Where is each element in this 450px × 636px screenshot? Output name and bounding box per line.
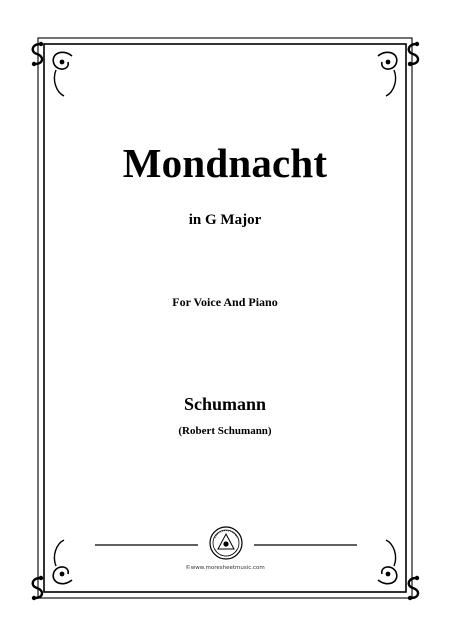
key-subtitle: in G Major bbox=[188, 212, 262, 228]
composer-full-name: (Robert Schumann) bbox=[178, 425, 272, 437]
frame-curl-bottom-left bbox=[53, 540, 72, 584]
piece-title: Mondnacht bbox=[122, 140, 328, 186]
corner-swirl-icon bbox=[408, 576, 419, 600]
instrumentation: For Voice And Piano bbox=[172, 295, 278, 309]
composer-name: Schumann bbox=[183, 394, 267, 414]
frame-curl-bottom-right bbox=[378, 540, 397, 584]
publisher-seal-icon bbox=[210, 527, 242, 559]
publisher-website: ©www.moresheetmusic.com bbox=[185, 565, 265, 571]
corner-swirl-icon bbox=[408, 42, 419, 66]
frame-curl-top-left bbox=[53, 52, 72, 96]
publisher-seal-block bbox=[95, 525, 357, 561]
frame-curl-top-right bbox=[378, 52, 397, 96]
